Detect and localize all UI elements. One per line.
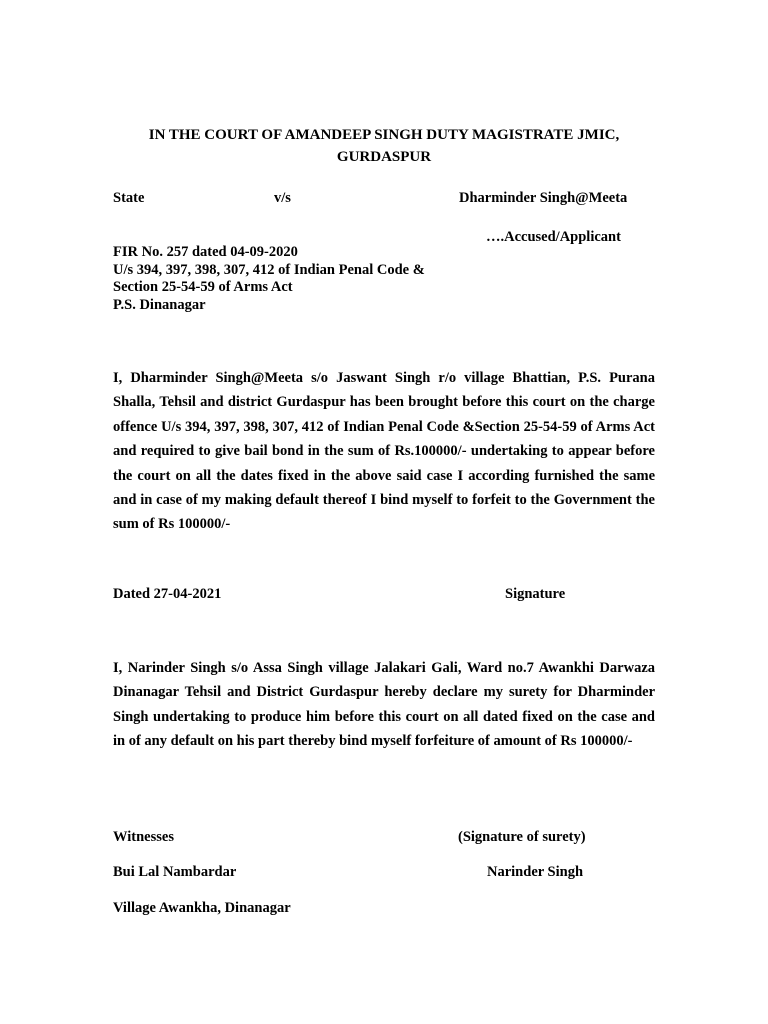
- defendant-role: ….Accused/Applicant: [486, 229, 621, 245]
- court-heading-line2: GURDASPUR: [336, 149, 432, 165]
- witnesses-label: Witnesses: [113, 829, 174, 845]
- defendant-name: Dharminder Singh@Meeta: [459, 190, 628, 206]
- witness-name: Bui Lal Nambardar: [113, 864, 237, 880]
- surety-paragraph: I, Narinder Singh s/o Assa Singh village Jalakari Gali, Ward no.7 Awankhi Darwaza Dinanagar Tehsil and District Gurdaspur hereby declare my surety for Dharminder Singh undertaking to produce him before this court on all dated fixed on the case and in of any default on his part thereby bind myself forfeiture of amount of Rs 100000/-: [113, 660, 655, 750]
- case-details: [113, 244, 425, 314]
- fir-number: FIR No. 257 dated 04-09-2020: [113, 244, 298, 260]
- witness-address: Village Awankha, Dinanagar: [113, 900, 291, 916]
- arms-act-sections: Section 25-54-59 of Arms Act: [113, 279, 293, 295]
- court-heading: [0, 124, 768, 168]
- dated-line: Dated 27-04-2021: [113, 586, 222, 602]
- signature-label: Signature: [505, 586, 566, 602]
- court-heading-line1: IN THE COURT OF AMANDEEP SINGH DUTY MAGISTRATE JMIC,: [148, 127, 620, 143]
- versus-label: v/s: [274, 190, 291, 206]
- surety-signature-label: (Signature of surety): [458, 829, 586, 845]
- bond-paragraph: I, Dharminder Singh@Meeta s/o Jaswant Singh r/o village Bhattian, P.S. Purana Shalla, Tehsil and district Gurdaspur has been brought before this court on the charge offence U/s 394, 397, 398, 307, 412 of Indian Penal Code &Section 25-54-59 of Arms Act and required to give bail bond in the sum of Rs.100000/- undertaking to appear before the court on all the dates fixed in the above said case I according furnished the same and in case of my making default thereof I bind myself to forfeit to the Government the sum of Rs 100000/-: [113, 370, 655, 533]
- police-station: P.S. Dinanagar: [113, 296, 206, 313]
- plaintiff-name: State: [113, 190, 145, 206]
- penal-sections: U/s 394, 397, 398, 307, 412 of Indian Penal Code &: [113, 261, 425, 278]
- surety-name: Narinder Singh: [487, 864, 584, 880]
